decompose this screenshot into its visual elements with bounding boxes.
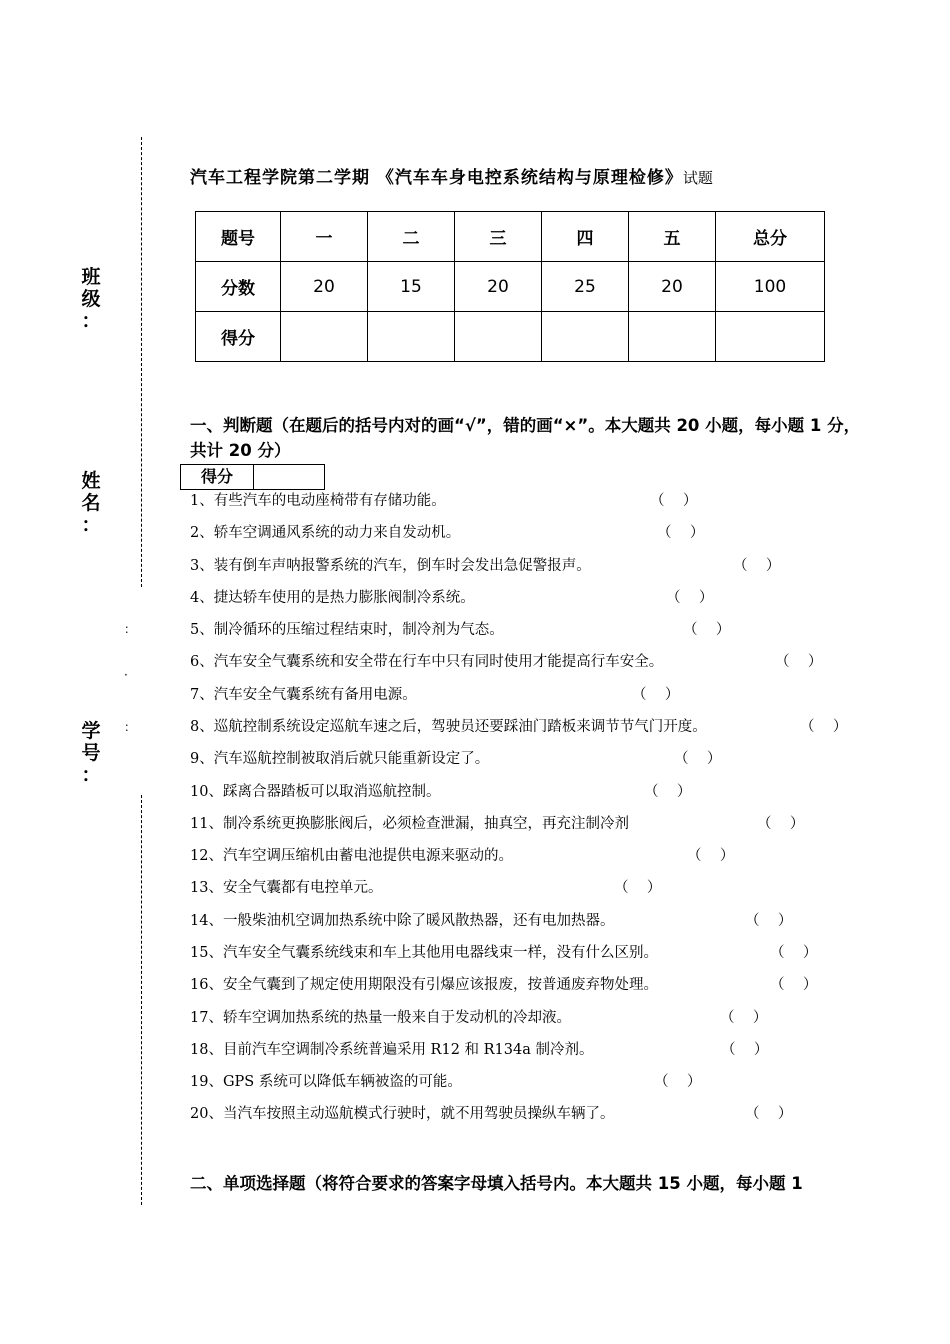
score-box-blank [254, 465, 324, 489]
answer-parentheses[interactable]: （ ） [683, 622, 731, 638]
question-item: 18、目前汽车空调制冷系统普遍采用 R12 和 R134a 制冷剂。 [190, 1042, 594, 1058]
answer-parentheses[interactable]: （ ） [770, 977, 818, 993]
question-item: 8、巡航控制系统设定巡航车速之后，驾驶员还要踩油门踏板来调节节气门开度。 [190, 719, 707, 735]
question-item: 15、汽车安全气囊系统线束和车上其他用电器线束一样，没有什么区别。 [190, 945, 658, 961]
question-item: 1、有些汽车的电动座椅带有存储功能。 [190, 493, 446, 509]
table-cell: 三 [455, 212, 542, 262]
question-item: 3、装有倒车声呐报警系统的汽车，倒车时会发出急促警报声。 [190, 558, 591, 574]
answer-parentheses[interactable]: （ ） [775, 654, 823, 670]
answer-parentheses[interactable]: （ ） [614, 880, 662, 896]
score-input-cell [368, 312, 455, 362]
question-item: 2、轿车空调通风系统的动力来自发动机。 [190, 525, 461, 541]
score-table [195, 211, 825, 362]
side-mark: · [124, 668, 128, 682]
section1-heading: 一、判断题（在题后的括号内对的画“√”，错的画“×”。本大题共 20 小题，每小题 1 分，共计 20 分） [190, 416, 861, 460]
question-item: 13、安全气囊都有电控单元。 [190, 880, 383, 896]
answer-parentheses[interactable]: （ ） [733, 558, 781, 574]
table-cell: 100 [716, 262, 825, 312]
table-cell: 二 [368, 212, 455, 262]
question-item: 11、制冷系统更换膨胀阀后，必须检查泄漏，抽真空，再充注制冷剂 [190, 816, 629, 832]
score-input-cell [281, 312, 368, 362]
question-item: 19、GPS 系统可以降低车辆被盗的可能。 [190, 1074, 462, 1090]
question-item: 17、轿车空调加热系统的热量一般来自于发动机的冷却液。 [190, 1010, 571, 1026]
answer-parentheses[interactable]: （ ） [770, 945, 818, 961]
answer-parentheses[interactable]: （ ） [745, 1106, 793, 1122]
table-row [196, 262, 825, 312]
title-main: 汽车工程学院第二学期 《汽车车身电控系统结构与原理检修》 [190, 168, 683, 188]
table-cell: 20 [281, 262, 368, 312]
table-cell: 15 [368, 262, 455, 312]
table-cell: 得分 [196, 312, 281, 362]
question-item: 20、当汽车按照主动巡航模式行驶时，就不用驾驶员操纵车辆了。 [190, 1106, 615, 1122]
class-label: 班 级 ： [81, 266, 101, 332]
answer-parentheses[interactable]: （ ） [720, 1010, 768, 1026]
answer-parentheses[interactable]: （ ） [800, 719, 848, 735]
score-box-label: 得分 [181, 465, 254, 489]
table-row [196, 212, 825, 262]
score-input-cell [629, 312, 716, 362]
question-item: 7、汽车安全气囊系统有备用电源。 [190, 687, 417, 703]
answer-parentheses[interactable]: （ ） [654, 1074, 702, 1090]
name-label: 姓 名 ： [81, 470, 101, 536]
answer-parentheses[interactable]: （ ） [650, 493, 698, 509]
question-item: 16、安全气囊到了规定使用期限没有引爆应该报废，按普通废弃物处理。 [190, 977, 658, 993]
answer-parentheses[interactable]: （ ） [644, 784, 692, 800]
table-cell: 25 [542, 262, 629, 312]
question-item: 6、汽车安全气囊系统和安全带在行车中只有同时使用才能提高行车安全。 [190, 654, 664, 670]
table-cell: 20 [629, 262, 716, 312]
answer-parentheses[interactable]: （ ） [666, 590, 714, 606]
page-title [190, 163, 713, 188]
table-cell: 分数 [196, 262, 281, 312]
section1-score-box [180, 464, 325, 490]
question-item: 10、踩离合器踏板可以取消巡航控制。 [190, 784, 441, 800]
question-item: 4、捷达轿车使用的是热力膨胀阀制冷系统。 [190, 590, 475, 606]
question-item: 9、汽车巡航控制被取消后就只能重新设定了。 [190, 751, 490, 767]
side-mark: ： [124, 622, 137, 636]
answer-parentheses[interactable]: （ ） [657, 525, 705, 541]
score-input-cell [542, 312, 629, 362]
score-input-cell [716, 312, 825, 362]
answer-parentheses[interactable]: （ ） [721, 1042, 769, 1058]
binding-line-bottom [141, 795, 142, 1205]
answer-parentheses[interactable]: （ ） [687, 848, 735, 864]
table-cell: 20 [455, 262, 542, 312]
question-item: 14、一般柴油机空调加热系统中除了暖风散热器，还有电加热器。 [190, 913, 615, 929]
question-item: 12、汽车空调压缩机由蓄电池提供电源来驱动的。 [190, 848, 513, 864]
binding-line-top [141, 137, 142, 587]
table-cell: 总分 [716, 212, 825, 262]
title-suffix: 试题 [682, 169, 713, 187]
table-cell: 一 [281, 212, 368, 262]
table-cell: 四 [542, 212, 629, 262]
answer-parentheses[interactable]: （ ） [632, 687, 680, 703]
table-row [196, 312, 825, 362]
answer-parentheses[interactable]: （ ） [757, 816, 805, 832]
side-mark: ： [124, 720, 137, 734]
section2-heading: 二、单项选择题（将符合要求的答案字母填入括号内。本大题共 15 小题，每小题 1 [190, 1174, 803, 1193]
answer-parentheses[interactable]: （ ） [745, 913, 793, 929]
student-id-label: 学 号 ： [81, 720, 101, 786]
table-cell: 题号 [196, 212, 281, 262]
score-input-cell [455, 312, 542, 362]
table-cell: 五 [629, 212, 716, 262]
answer-parentheses[interactable]: （ ） [674, 751, 722, 767]
question-item: 5、制冷循环的压缩过程结束时，制冷剂为气态。 [190, 622, 504, 638]
